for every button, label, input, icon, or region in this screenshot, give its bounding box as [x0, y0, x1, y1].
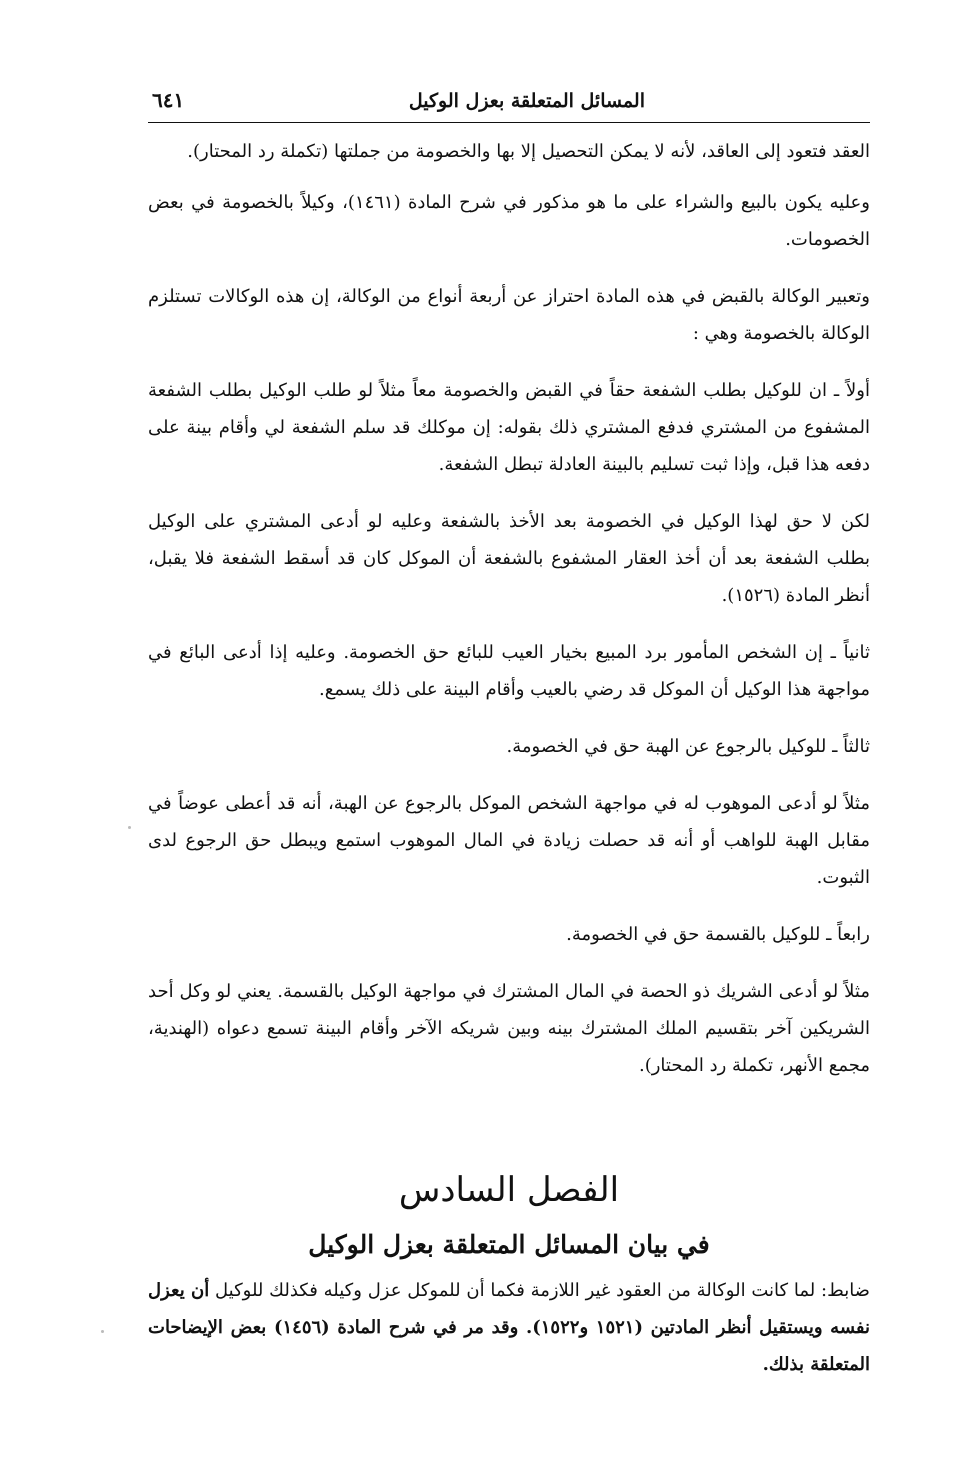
paragraph: أولاً ـ ان للوكيل بطلب الشفعة حقاً في القبض والخصومة معاً مثلاً لو طلب الوكيل بطلب الشفعة المشفوع من المشتري فدفع المشتري ذلك بقوله: إن موكلك قد سلم الشفعة لي وأقام بينة على دفعه هذا قبل، وإذا ثبت تسليم بالبينة العادلة تبطل الشفعة. [148, 380, 870, 475]
page-number: ٦٤١ [152, 88, 185, 112]
rule-text-bold: أن يعزل نفسه ويستقيل أنظر المادتين (١٥٢١ و١٥٢٢). وقد مر في شرح المادة (١٤٥٦) بعض الإيضاحات المتعلقة بذلك. [148, 1280, 870, 1375]
paragraph: مثلاً لو أدعى الموهوب له في مواجهة الشخص الموكل بالرجوع عن الهبة، أنه قد أعطى عوضاً في مقابل الهبة للواهب أو أنه قد حصلت زيادة في المال الموهوب استمع ويبطل حق الرجوع لدى الثبوت. [148, 793, 870, 888]
running-header [148, 88, 870, 123]
paragraph: ثانياً ـ إن الشخص المأمور برد المبيع بخيار العيب للبائع حق الخصومة. وعليه إذا أدعى البائع في مواجهة هذا الوكيل أن الموكل قد رضي بالعيب وأقام البينة على ذلك يسمع. [148, 642, 870, 700]
scan-speck [128, 826, 131, 829]
paragraph: ثالثاً ـ للوكيل بالرجوع عن الهبة حق في الخصومة. [506, 736, 870, 757]
rule-text: ضابط: لما كانت الوكالة من العقود غير اللازمة فكما أن للموكل عزل وكيله فكذلك للوكيل [215, 1280, 870, 1301]
running-title: المسائل المتعلقة بعزل الوكيل [408, 90, 645, 112]
chapter-subtitle: في بيان المسائل المتعلقة بعزل الوكيل [308, 1230, 710, 1259]
body-text [148, 133, 870, 1084]
document-page [148, 88, 870, 1383]
chapter-title: الفصل السادس [398, 1170, 620, 1210]
paragraph: وتعبير الوكالة بالقبض في هذه المادة احتراز عن أربعة أنواع من الوكالة، إن هذه الوكالات تستلزم الوكالة بالخصومة وهي : [148, 286, 870, 344]
paragraph: العقد فتعود إلى العاقد، لأنه لا يمكن التحصيل إلا بها والخصومة من جملتها (تكملة رد المحتار). [187, 141, 870, 162]
rule-paragraph [148, 1272, 870, 1383]
scan-speck [101, 1330, 104, 1333]
paragraph: رابعاً ـ للوكيل بالقسمة حق في الخصومة. [566, 924, 870, 945]
paragraph: وعليه يكون بالبيع والشراء على ما هو مذكور في شرح المادة (١٤٦١)، وكيلاً بالخصومة في بعض الخصومات. [148, 192, 870, 250]
chapter-section [148, 1166, 870, 1266]
paragraph: لكن لا حق لهذا الوكيل في الخصومة بعد الأخذ بالشفعة وعليه لو أدعى المشتري على الوكيل بطلب الشفعة بعد أن أخذ العقار المشفوع بالشفعة أن الموكل كان قد أسقط الشفعة فلا يقبل، أنظر المادة (١٥٢٦). [148, 511, 870, 606]
paragraph: مثلاً لو أدعى الشريك ذو الحصة في المال المشترك في مواجهة الوكيل بالقسمة. يعني لو وكل أحد الشريكين آخر بتقسيم الملك المشترك بينه وبين شريكه الآخر وأقام البينة تسمع دعواه (الهندية، مجمع الأنهر، تكملة رد المحتار). [148, 981, 870, 1076]
